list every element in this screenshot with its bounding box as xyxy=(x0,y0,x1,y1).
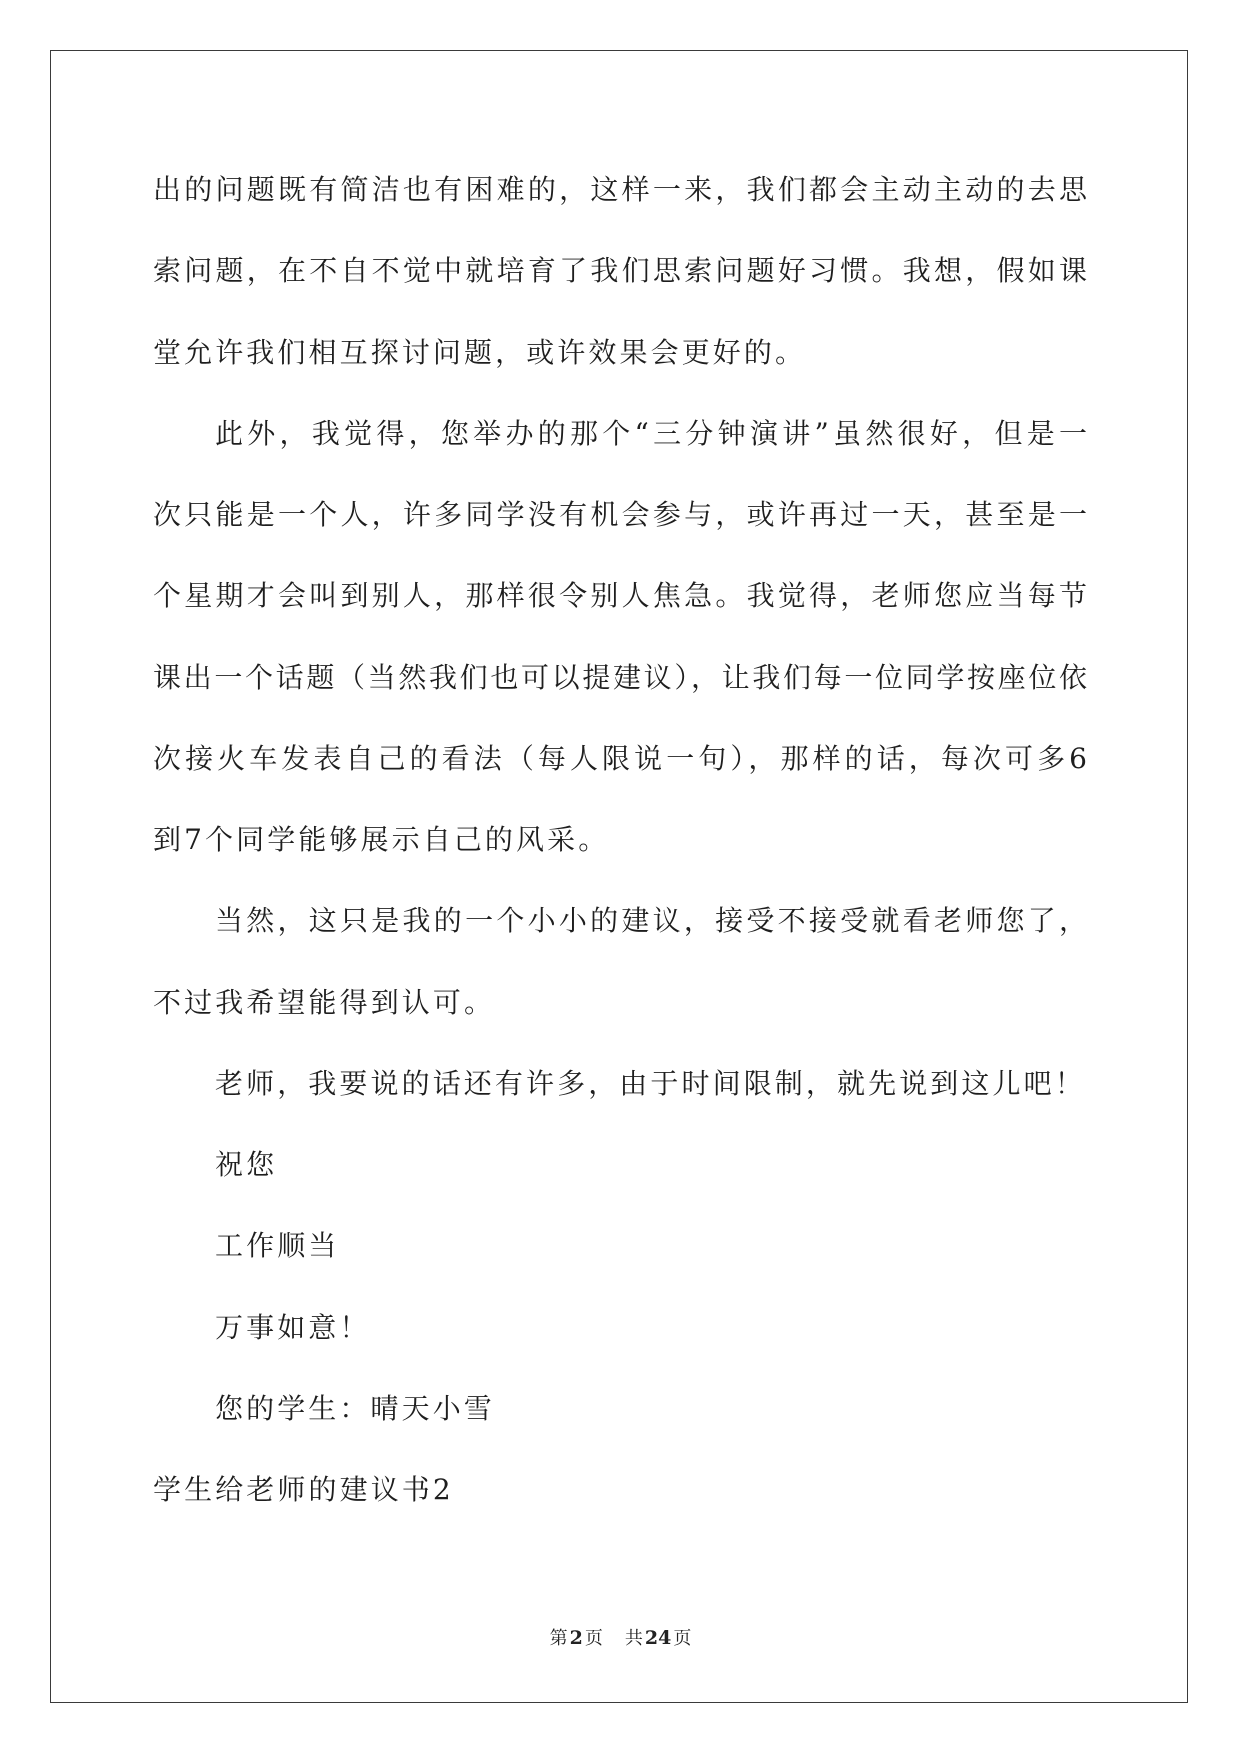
text-line: 当然，这只是我的一个小小的建议，接受不接受就看老师您了， xyxy=(215,904,1087,938)
page-number: 2 xyxy=(569,1627,583,1649)
paragraph-acceptance-remark xyxy=(153,880,1087,1043)
text-line: 个星期才会叫到别人，那样很令别人焦急。我觉得，老师您应当每节 xyxy=(153,579,1087,613)
text-line: 索问题，在不自不觉中就培育了我们思索问题好习惯。我想，假如课 xyxy=(153,254,1087,288)
text-line: 不过我希望能得到认可。 xyxy=(153,985,496,1019)
total-label-suffix: 页 xyxy=(673,1628,692,1649)
text-line: 课出一个话题（当然我们也可以提建议），让我们每一位同学按座位依 xyxy=(153,660,1087,694)
text-line: 老师，我要说的话还有许多，由于时间限制，就先说到这儿吧！ xyxy=(215,1066,1086,1100)
signature xyxy=(153,1368,1087,1449)
paragraph-continued-from-previous-page xyxy=(153,149,1087,393)
page-label-suffix: 页 xyxy=(584,1628,603,1649)
text-line: 到7个同学能够展示自己的风采。 xyxy=(153,823,610,856)
total-pages: 24 xyxy=(644,1627,672,1649)
text-line: 此外，我觉得，您举办的那个“三分钟演讲”虽然很好，但是一 xyxy=(215,416,1087,450)
text-line: 次只能是一个人，许多同学没有机会参与，或许再过一天，甚至是一 xyxy=(153,498,1087,531)
page-footer xyxy=(0,1626,1241,1651)
text-line: 您的学生：晴天小雪 xyxy=(215,1391,495,1425)
text-line: 万事如意！ xyxy=(215,1310,371,1344)
text-line: 出的问题既有简洁也有困难的，这样一来，我们都会主动主动的去思 xyxy=(153,173,1087,206)
paragraph-farewell xyxy=(153,1043,1087,1124)
total-label-prefix: 共 xyxy=(624,1628,643,1649)
closing-wish-work xyxy=(153,1205,1087,1286)
text-line: 祝您 xyxy=(215,1148,278,1181)
document-body xyxy=(153,149,1087,1530)
text-line: 工作顺当 xyxy=(215,1229,340,1263)
paragraph-speech-suggestion xyxy=(153,393,1087,881)
section-heading: 学生给老师的建议书2 xyxy=(153,1473,454,1506)
text-line: 次接火车发表自己的看法（每人限说一句），那样的话，每次可多6 xyxy=(153,741,1087,775)
text-line: 堂允许我们相互探讨问题，或许效果会更好的。 xyxy=(153,335,807,369)
page-label-prefix: 第 xyxy=(549,1628,568,1649)
closing-salutation xyxy=(153,1124,1087,1205)
closing-wish-all-well xyxy=(153,1287,1087,1368)
